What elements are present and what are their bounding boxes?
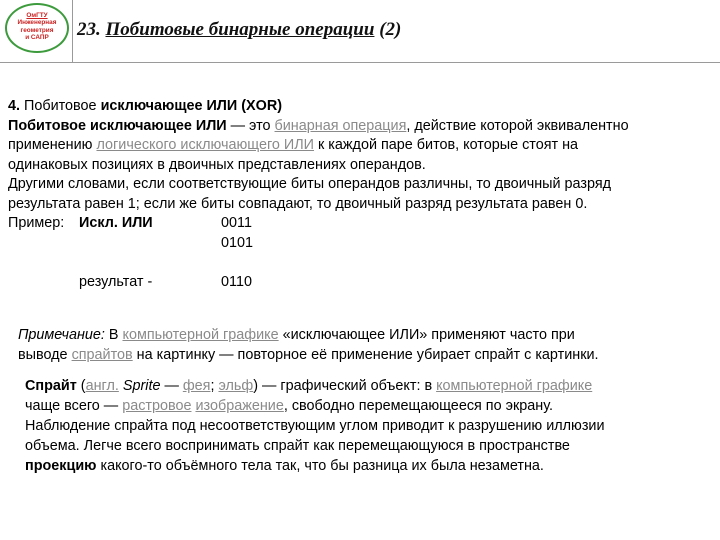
note-label: Примечание: — [18, 327, 105, 343]
sprite-projection-term: проекцию — [25, 458, 97, 474]
note-line-2 — [18, 345, 708, 365]
definition-line-1 — [8, 117, 712, 137]
text: на картинку — повторное её применение убирает спрайт с картинки. — [132, 347, 599, 363]
example-row-2 — [8, 234, 712, 254]
main-text — [8, 97, 712, 292]
logo-line: Инженерная — [17, 19, 57, 27]
example-operation: Искл. ИЛИ — [79, 215, 153, 231]
link-image[interactable]: изображение — [195, 398, 284, 414]
sprite-english-word: Sprite — [122, 378, 161, 394]
header-horizontal-divider — [0, 62, 720, 63]
link-fairy[interactable]: фея — [182, 378, 211, 394]
link-english[interactable]: англ. — [85, 378, 119, 394]
text: В — [104, 327, 123, 343]
definition-line-2 — [8, 136, 712, 156]
example-result-row — [8, 273, 712, 293]
example-operand-2: 0101 — [221, 234, 254, 251]
example-label: Пример: — [8, 215, 65, 231]
heading-part: Побитовое — [24, 98, 101, 114]
sprite-line-1 — [25, 376, 715, 396]
link-computer-graphics-2[interactable]: компьютерной графике — [436, 378, 593, 394]
text: — это — [226, 117, 275, 134]
university-logo — [5, 3, 69, 53]
sprite-line-5 — [25, 456, 715, 476]
heading-part-bold: исключающее ИЛИ (XOR) — [100, 98, 283, 114]
header-vertical-divider — [72, 0, 73, 62]
sprite-line-3: Наблюдение спрайта под несоответствующим углом приводит к разрушению иллюзии — [25, 418, 605, 434]
definition-line-3: одинаковых позициях в двоичных представлениях операндов. — [8, 156, 426, 173]
section-heading — [8, 97, 712, 117]
text: применению — [8, 137, 97, 153]
text: чаще всего — — [25, 398, 123, 414]
definition-line-5: результата равен 1; если же биты совпадают, то двоичный разряд результата равен 0. — [8, 195, 588, 212]
title-suffix: (2) — [374, 19, 402, 40]
sprite-line-2 — [25, 396, 715, 416]
link-binary-operation[interactable]: бинарная операция — [274, 117, 407, 134]
logo-line: геометрия — [20, 26, 54, 34]
text: — — [160, 378, 183, 394]
example-operand-1: 0011 — [221, 215, 252, 231]
sprite-line-4: объема. Легче всего воспринимать спрайт как перемещающуюся в пространстве — [25, 438, 570, 454]
text: к каждой паре битов, которые стоят на — [314, 137, 579, 153]
logo-text — [7, 12, 67, 42]
heading-number: 4. — [8, 98, 24, 114]
text: какого-то объёмного тела так, что бы разница их была незаметна. — [96, 458, 544, 474]
example-spacer — [8, 253, 712, 273]
link-logical-xor[interactable]: логического исключающего ИЛИ — [96, 137, 315, 153]
text: , действие которой эквивалентно — [406, 117, 629, 134]
title-prefix: 23. — [77, 19, 106, 40]
text: ) — графический объект: в — [253, 378, 437, 394]
text: ( — [76, 378, 86, 394]
logo-line: ОмГТУ — [26, 12, 48, 19]
link-raster[interactable]: растровое — [122, 398, 192, 414]
title-underlined: Побитовые бинарные операции — [105, 19, 375, 40]
logo-line: и САПР — [25, 34, 49, 42]
sprite-block — [25, 376, 715, 476]
link-elf[interactable]: эльф — [218, 378, 254, 394]
example-result-value: 0110 — [221, 273, 252, 290]
example-row-1 — [8, 214, 712, 234]
text: «исключающее ИЛИ» применяют часто при — [278, 327, 575, 343]
definition-term: Побитовое исключающее ИЛИ — [8, 117, 227, 134]
link-computer-graphics[interactable]: компьютерной графике — [122, 327, 279, 343]
note-block — [18, 325, 708, 365]
slide-title — [77, 19, 401, 41]
example-result-label: результат - — [79, 273, 153, 290]
link-sprites[interactable]: спрайтов — [71, 347, 133, 363]
text: ; — [210, 378, 219, 394]
definition-line-4: Другими словами, если соответствующие биты операндов различны, то двоичный разряд — [8, 176, 612, 192]
text: , свободно перемещающееся по экрану. — [283, 398, 553, 414]
note-line-1 — [18, 325, 708, 345]
text: выводе — [18, 347, 72, 363]
sprite-term: Спрайт — [25, 378, 77, 394]
